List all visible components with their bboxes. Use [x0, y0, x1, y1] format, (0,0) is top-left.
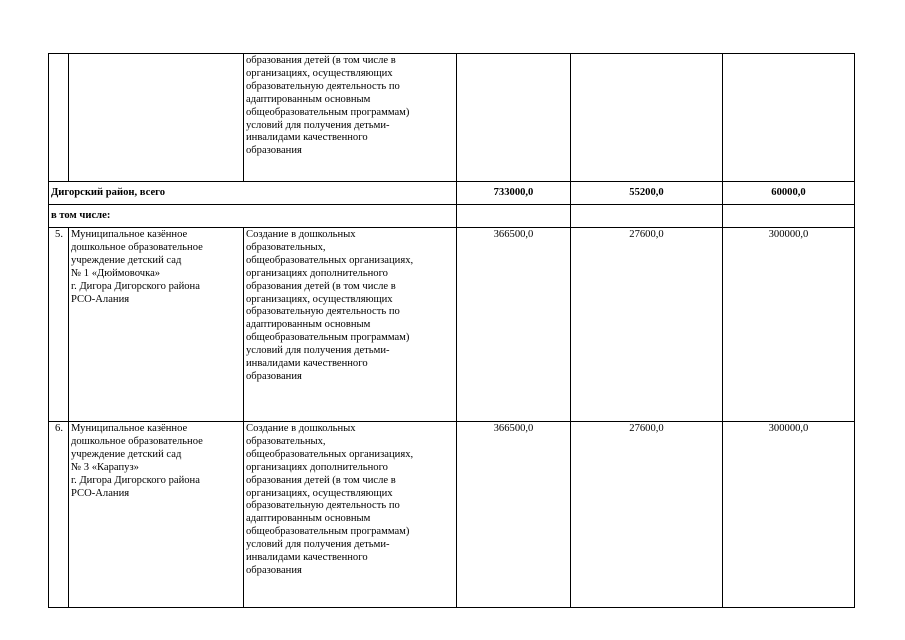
- amount-cell: [457, 205, 571, 228]
- table-row-including: [49, 205, 855, 228]
- amount-cell: [723, 205, 855, 228]
- amount-1: 366500,0: [457, 228, 571, 422]
- purpose-cell: образования детей (в том числе в организациях, осуществляющих образовательную деятельность по адаптированным основным общеобразовательным программам) условий для получения детьми- инвалидами качественного образования: [244, 54, 457, 182]
- row-number-cell: [49, 54, 69, 182]
- purpose-text: Создание в дошкольных образовательных, общеобразовательных организациях, организациях дополнительного образования детей (в том числе в организациях, осуществляющих образовательную деятельность по адаптированным основным общеобразовательным программам) условий для получения детьми- инвалидами качественного образования: [244, 422, 457, 608]
- organization-cell: [69, 54, 244, 182]
- amount-2: 27600,0: [571, 422, 723, 608]
- row-number: 5.: [49, 228, 69, 422]
- amount-1: 366500,0: [457, 422, 571, 608]
- table-row-total: [49, 182, 855, 205]
- amount-3: 300000,0: [723, 422, 855, 608]
- total-amount-1: 733000,0: [457, 182, 571, 205]
- amount-cell: [457, 54, 571, 182]
- amount-cell: [723, 54, 855, 182]
- table-row: [49, 228, 855, 422]
- organization-name: Муниципальное казённое дошкольное образовательное учреждение детский сад № 1 «Дюймовочка» г. Дигора Дигорского района РСО-Алания: [69, 228, 244, 422]
- amount-cell: [571, 205, 723, 228]
- table-row: [49, 422, 855, 608]
- organization-name: Муниципальное казённое дошкольное образовательное учреждение детский сад № 3 «Карапуз» г. Дигора Дигорского района РСО-Алания: [69, 422, 244, 608]
- total-amount-2: 55200,0: [571, 182, 723, 205]
- amount-cell: [571, 54, 723, 182]
- purpose-text: Создание в дошкольных образовательных, общеобразовательных организациях, организациях дополнительного образования детей (в том числе в организациях, осуществляющих образовательную деятельность по адаптированным основным общеобразовательным программам) условий для получения детьми- инвалидами качественного образования: [244, 228, 457, 422]
- amount-2: 27600,0: [571, 228, 723, 422]
- row-number: 6.: [49, 422, 69, 608]
- amount-3: 300000,0: [723, 228, 855, 422]
- total-amount-3: 60000,0: [723, 182, 855, 205]
- funding-table: [48, 53, 855, 608]
- table-row: [49, 54, 855, 182]
- total-label: Дигорский район, всего: [49, 182, 457, 205]
- including-label: в том числе:: [49, 205, 457, 228]
